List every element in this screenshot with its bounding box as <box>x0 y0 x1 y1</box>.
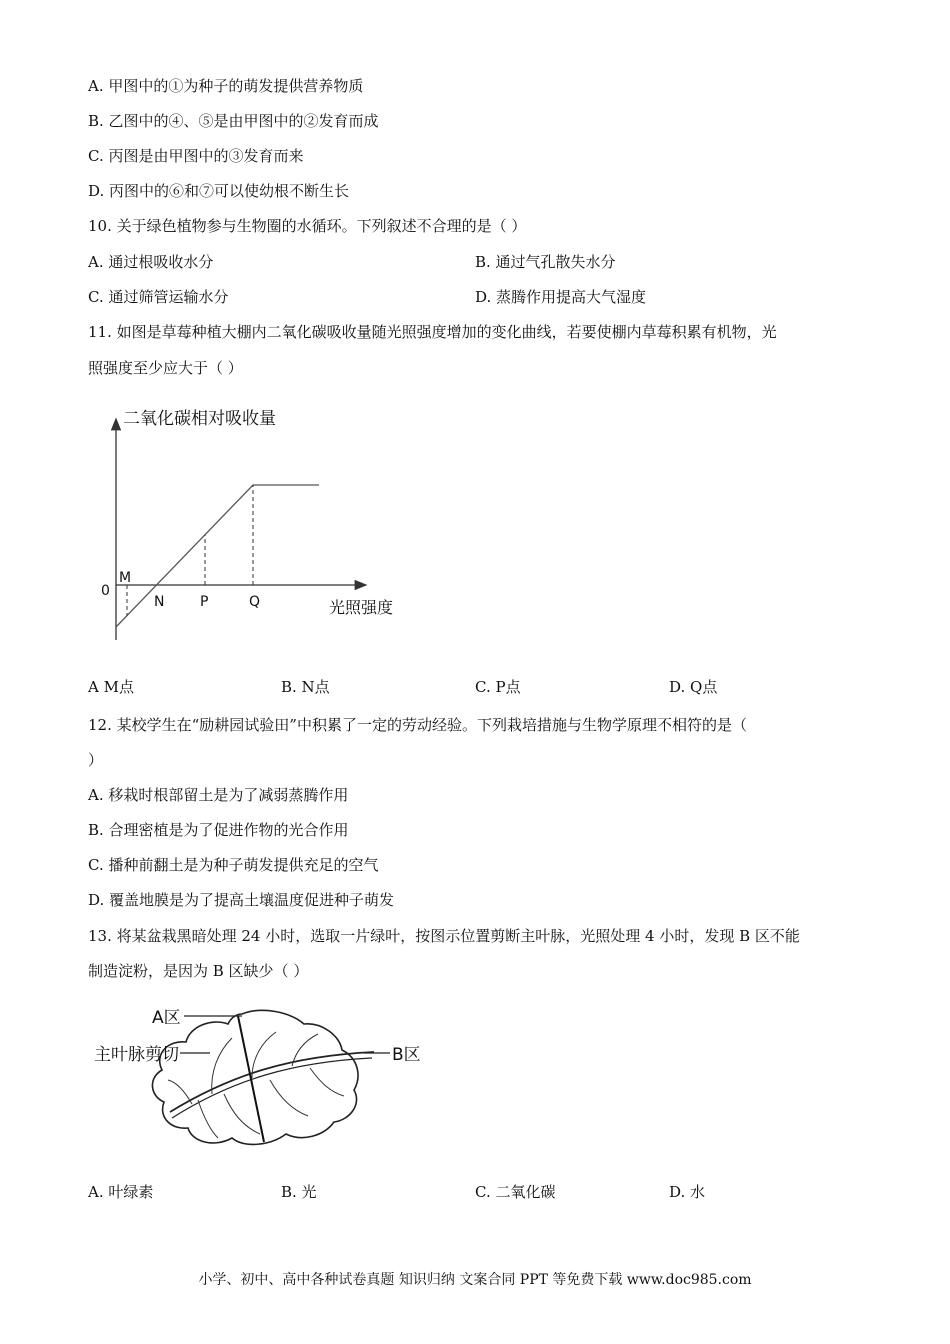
label-a-zone: A区 <box>152 1008 181 1028</box>
leaf-diagram <box>92 1002 432 1162</box>
q12-option-b: B. 合理密植是为了促进作物的光合作用 <box>88 821 349 839</box>
q12-option-a: A. 移栽时根部留土是为了减弱蒸腾作用 <box>88 786 349 804</box>
page-footer: 小学、初中、高中各种试卷真题 知识归纳 文案合同 PPT 等免费下载 www.doc985.com <box>198 1272 752 1288</box>
q13-option-b: B. 光 <box>281 1183 317 1201</box>
q13-option-d: D. 水 <box>669 1183 706 1201</box>
q11-option-a: A M点 <box>88 678 134 696</box>
q10-stem: 10. 关于绿色植物参与生物圈的水循环。下列叙述不合理的是（ ） <box>88 217 527 235</box>
x-axis-label: 光照强度 <box>329 598 394 617</box>
point-label-m: M <box>119 570 132 586</box>
origin-label: 0 <box>101 583 110 599</box>
q11-stem-line2: 照强度至少应大于（ ） <box>88 359 243 377</box>
point-label-q: Q <box>249 594 261 610</box>
q10-option-b: B. 通过气孔散失水分 <box>475 253 616 271</box>
q12-option-c: C. 播种前翻土是为种子萌发提供充足的空气 <box>88 856 379 874</box>
co2-curve <box>116 485 319 627</box>
q9-option-d: D. 丙图中的⑥和⑦可以使幼根不断生长 <box>88 182 350 200</box>
q10-option-d: D. 蒸腾作用提高大气湿度 <box>475 288 647 306</box>
q9-option-b: B. 乙图中的④、⑤是由甲图中的②发育而成 <box>88 112 379 130</box>
leaf-outline <box>152 1010 358 1144</box>
label-b-zone: B区 <box>392 1045 421 1065</box>
q13-stem-line1: 13. 将某盆栽黑暗处理 24 小时，选取一片绿叶，按图示位置剪断主叶脉，光照处理 4 小时，发现 B 区不能 <box>88 927 800 945</box>
q11-option-b: B. N点 <box>281 678 330 696</box>
q12-option-d: D. 覆盖地膜是为了提高土壤温度促进种子萌发 <box>88 891 395 909</box>
q13-option-a: A. 叶绿素 <box>88 1183 154 1201</box>
q12-stem-line1: 12. 某校学生在“励耕园试验田”中积累了一定的劳动经验。下列栽培措施与生物学原理不相符的是（ <box>88 716 747 734</box>
q10-option-a: A. 通过根吸收水分 <box>88 253 214 271</box>
q10-option-c: C. 通过筛管运输水分 <box>88 288 229 306</box>
q12-stem-line2: ） <box>88 751 104 769</box>
q9-option-a: A. 甲图中的①为种子的萌发提供营养物质 <box>88 77 364 95</box>
q9-option-c: C. 丙图是由甲图中的③发育而来 <box>88 147 304 165</box>
point-label-n: N <box>154 594 165 610</box>
y-axis-label: 二氧化碳相对吸收量 <box>123 409 276 429</box>
q11-option-c: C. P点 <box>475 678 521 696</box>
q11-option-d: D. Q点 <box>669 678 718 696</box>
q13-option-c: C. 二氧化碳 <box>475 1183 556 1201</box>
point-label-p: P <box>200 594 209 610</box>
co2-light-graph <box>95 398 415 648</box>
q11-stem-line1: 11. 如图是草莓种植大棚内二氧化碳吸收量随光照强度增加的变化曲线，若要使棚内草莓积累有机物，光 <box>88 323 777 341</box>
q13-stem-line2: 制造淀粉，是因为 B 区缺少（ ） <box>88 962 309 980</box>
label-vein-cut: 主叶脉剪切 <box>94 1045 179 1065</box>
